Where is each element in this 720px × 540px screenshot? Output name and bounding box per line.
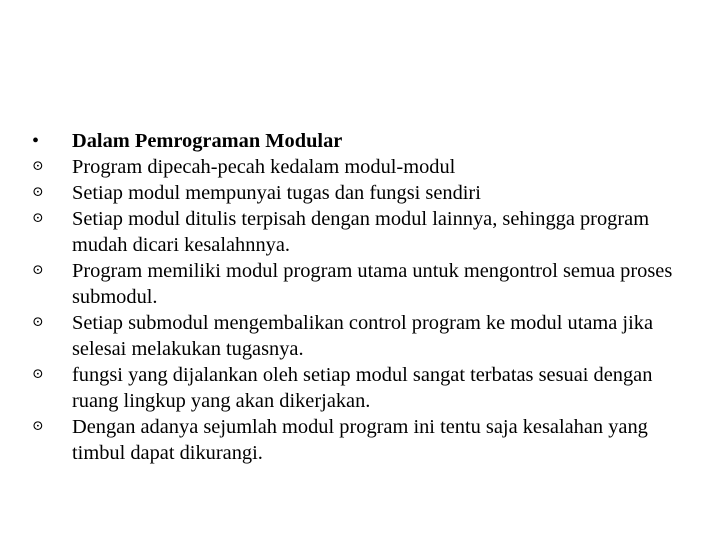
bullet-circle-icon: ⊙ — [32, 211, 44, 226]
list-item — [32, 258, 692, 310]
list-item-text: Dengan adanya sejumlah modul program ini tentu saja kesalahan yang timbul dapat dikurangi. — [72, 416, 648, 464]
bullet-circle-icon: ⊙ — [32, 419, 44, 434]
list-item-text: fungsi yang dijalankan oleh setiap modul sangat terbatas sesuai dengan ruang lingkup yang akan dikerjakan. — [72, 364, 653, 412]
list-item-text: Setiap submodul mengembalikan control program ke modul utama jika selesai melakukan tugasnya. — [72, 312, 654, 360]
bullet-circle-icon: ⊙ — [32, 185, 44, 200]
list-item — [32, 362, 692, 414]
bullet-list — [32, 128, 692, 466]
list-item — [32, 414, 692, 466]
list-item-text: Program dipecah-pecah kedalam modul-modul — [72, 156, 456, 178]
bullet-circle-icon: ⊙ — [32, 263, 44, 278]
list-item-text: Setiap modul ditulis terpisah dengan modul lainnya, sehingga program mudah dicari kesalahnnya. — [72, 208, 650, 256]
list-item — [32, 206, 692, 258]
list-item — [32, 154, 692, 180]
list-heading-text: Dalam Pemrograman Modular — [72, 130, 343, 152]
list-item — [32, 180, 692, 206]
bullet-circle-icon: ⊙ — [32, 367, 44, 382]
bullet-dot-icon: • — [32, 130, 40, 152]
list-item-text: Setiap modul mempunyai tugas dan fungsi sendiri — [72, 182, 481, 204]
list-item — [32, 310, 692, 362]
list-item-heading — [32, 128, 692, 154]
list-item-text: Program memiliki modul program utama untuk mengontrol semua proses submodul. — [72, 260, 673, 308]
bullet-circle-icon: ⊙ — [32, 159, 44, 174]
bullet-circle-icon: ⊙ — [32, 315, 44, 330]
